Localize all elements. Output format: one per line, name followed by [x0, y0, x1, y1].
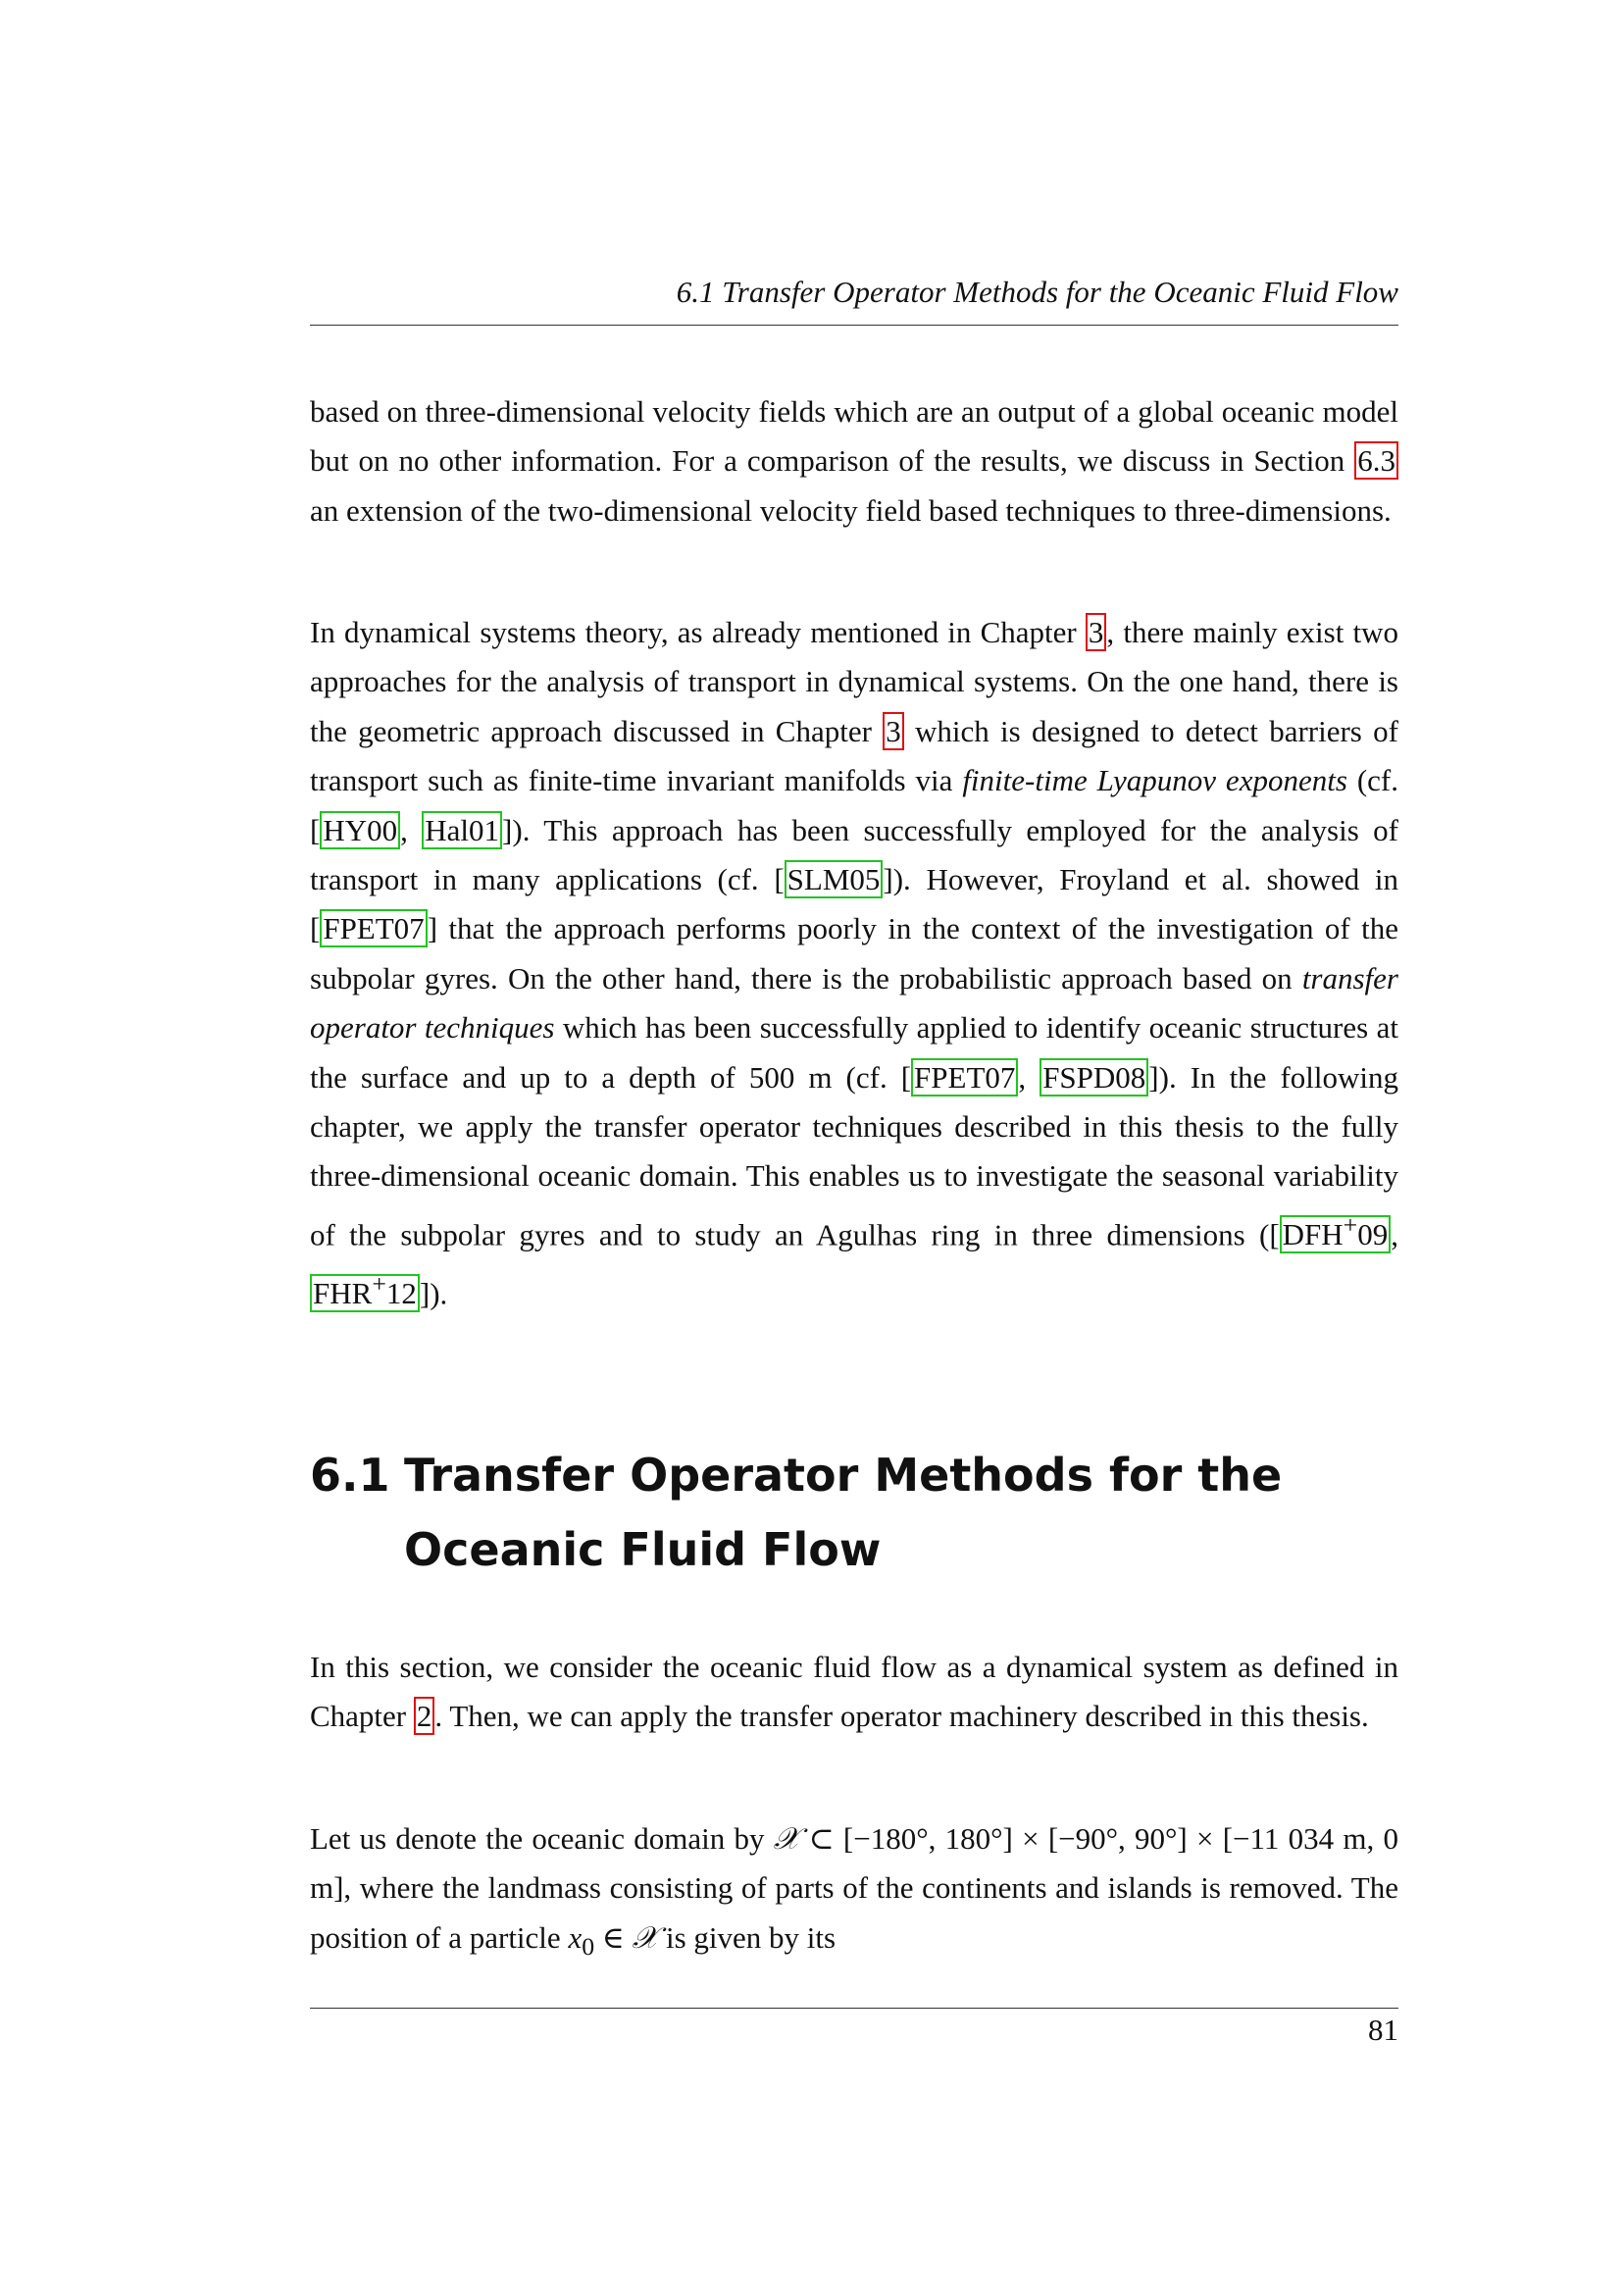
citation-link[interactable]: FSPD08 — [1040, 1058, 1148, 1097]
paragraph-2 — [310, 608, 1398, 1318]
text-span: , — [1391, 1217, 1398, 1252]
text-span: ⊂ [−180°, 180°] × [−90°, 90°] × [−11 034 m, 0 m], where the landmass consisting of parts of the continents and islands is removed. The position of a particle — [310, 1821, 1398, 1955]
section-number: 6.1 — [310, 1449, 390, 1502]
chapter-ref-link[interactable]: 3 — [1086, 613, 1107, 651]
text-span: ]). However, Froyland et al. showed in [ — [310, 862, 1399, 946]
paragraph-3 — [310, 1643, 1398, 1742]
section-ref-link[interactable]: 6.3 — [1354, 441, 1398, 480]
math-symbol: 𝒳 — [632, 1919, 659, 1956]
citation-year: 09 — [1357, 1217, 1389, 1252]
text-span: which has been successfully applied to identify oceanic structures at the surface and up to a depth of 500 m (cf. [ — [310, 1010, 1398, 1095]
running-header: 6.1 Transfer Operator Methods for the Oceanic Fluid Flow — [676, 275, 1398, 309]
text-span: which is designed to detect barriers of transport such as finite-time invariant manifolds via — [310, 713, 1398, 798]
text-span: (cf. [ — [310, 763, 1398, 847]
text-span: Let us denote the oceanic domain by — [310, 1821, 774, 1856]
math-variable: x — [568, 1919, 583, 1955]
text-span: In dynamical systems theory, as already mentioned in Chapter — [310, 615, 1086, 649]
text-span: ]). This approach has been successfully employed for the analysis of transport in many applications (cf. [ — [310, 812, 1399, 897]
text-span: . Then, we can apply the transfer operator machinery described in this thesis. — [434, 1699, 1369, 1734]
math-subscript: 0 — [582, 1932, 595, 1961]
paragraph-4 — [310, 1814, 1398, 1971]
chapter-ref-link[interactable]: 3 — [883, 712, 904, 750]
header-rule — [310, 325, 1398, 326]
section-heading — [310, 1438, 1398, 1587]
citation-year: 12 — [385, 1275, 417, 1310]
text-span: ]). In the following chapter, we apply the transfer operator techniques described in this thesis to the fully three-dimensional oceanic domain. This enables us to investigate the seasonal variability of the subpolar gyres and to study an Agulhas ring in three dimensions ([ — [310, 1059, 1399, 1252]
page-number: 81 — [1368, 2013, 1398, 2047]
citation-link[interactable]: SLM05 — [785, 860, 884, 898]
footer-rule — [310, 2008, 1398, 2009]
citation-link[interactable]: FPET07 — [911, 1058, 1018, 1097]
citation-link[interactable]: HY00 — [320, 811, 400, 849]
text-span: an extension of the two-dimensional velocity field based techniques to three-dimensions. — [310, 492, 1392, 528]
citation-link[interactable] — [1280, 1210, 1392, 1253]
section-title: Transfer Operator Methods for the Oceanic Fluid Flow — [404, 1449, 1283, 1576]
text-span: , there mainly exist two approaches for the analysis of transport in dynamical systems. On the one hand, there is the geometric approach discussed in Chapter — [310, 615, 1398, 748]
citation-base: DFH — [1282, 1217, 1344, 1252]
text-span: based on three-dimensional velocity fields which are an output of a global oceanic model but on no other information. For a comparison of the results, we discuss in Section — [310, 394, 1398, 479]
citation-link[interactable] — [310, 1269, 420, 1312]
chapter-ref-link[interactable]: 2 — [414, 1697, 435, 1735]
paragraph-1 — [310, 387, 1398, 536]
citation-link[interactable]: Hal01 — [422, 811, 502, 849]
citation-superscript: + — [1343, 1210, 1358, 1240]
text-span: , — [400, 812, 423, 847]
emphasis-text: transfer operator techniques — [310, 960, 1398, 1046]
text-span: ] that the approach performs poorly in the context of the investigation of the subpolar gyres. On the other hand, there is the probabilistic approach based on — [310, 911, 1398, 995]
text-span: is given by its — [658, 1919, 837, 1955]
citation-base: FHR — [313, 1275, 373, 1310]
text-span: In this section, we consider the oceanic fluid flow as a dynamical system as defined in Chapter — [310, 1650, 1398, 1734]
citation-link[interactable]: FPET07 — [320, 909, 427, 947]
text-span: ∈ — [594, 1919, 633, 1955]
text-span: , — [1018, 1059, 1040, 1095]
math-symbol: 𝒳 — [773, 1821, 800, 1857]
text-span: ]). — [419, 1275, 448, 1310]
citation-superscript: + — [372, 1269, 386, 1299]
emphasis-text: finite-time Lyapunov exponents — [962, 763, 1347, 798]
